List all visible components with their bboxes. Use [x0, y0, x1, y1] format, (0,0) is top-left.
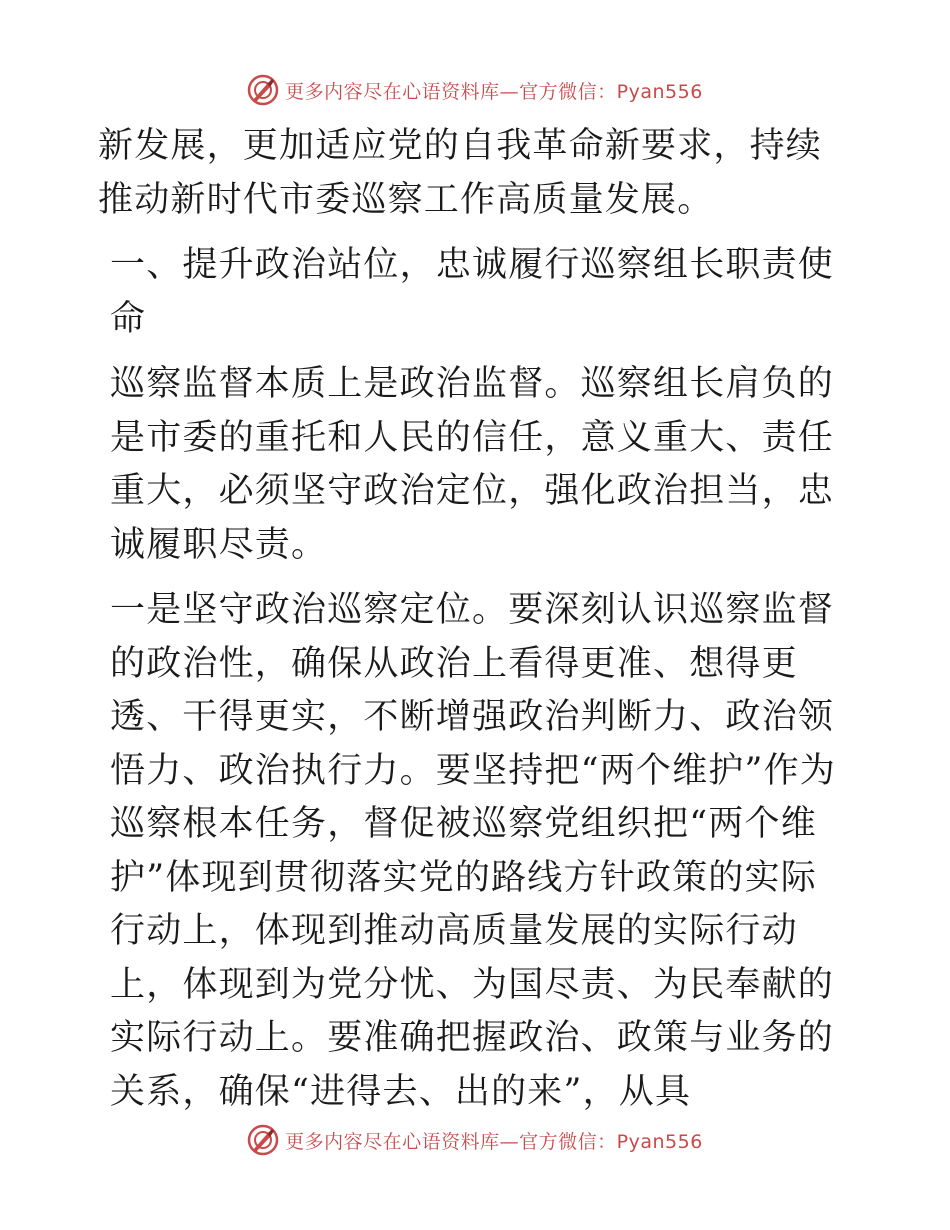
logo-icon [247, 1124, 279, 1156]
paragraph-2: 巡察监督本质上是政治监督。巡察组长肩负的是市委的重托和人民的信任，意义重大、责任重大，必须坚守政治定位，强化政治担当，忠诚履职尽责。 [110, 364, 835, 565]
wechat-id: Pyan556 [616, 80, 703, 103]
document-body [98, 120, 850, 1119]
paragraph-1: 新发展，更加适应党的自我革命新要求，持续推动新时代市委巡察工作高质量发展。 [98, 126, 823, 220]
header-banner [0, 70, 950, 110]
banner-text [285, 77, 703, 104]
wechat-id: Pyan556 [616, 1130, 703, 1153]
banner-label: 更多内容尽在心语资料库—官方微信： [285, 1130, 617, 1153]
banner-text [285, 1127, 703, 1154]
footer-banner [0, 1120, 950, 1160]
banner-label: 更多内容尽在心语资料库—官方微信： [285, 80, 617, 103]
paragraph-3: 一是坚守政治巡察定位。要深刻认识巡察监督的政治性，确保从政治上看得更准、想得更透、干得更实，不断增强政治判断力、政治领悟力、政治执行力。要坚持把“两个维护”作为巡察根本任务，督促被巡察党组织把“两个维护”体现到贯彻落实党的路线方针政策的实际行动上，体现到推动高质量发展的实际行动上，体现到为党分忧、为国尽责、为民奉献的实际行动上。要准确把握政治、政策与业务的关系，确保“进得去、出的来”，从具 [110, 590, 836, 1112]
logo-icon [247, 74, 279, 106]
section-heading-1: 一、提升政治站位，忠诚履行巡察组长职责使命 [110, 245, 835, 339]
